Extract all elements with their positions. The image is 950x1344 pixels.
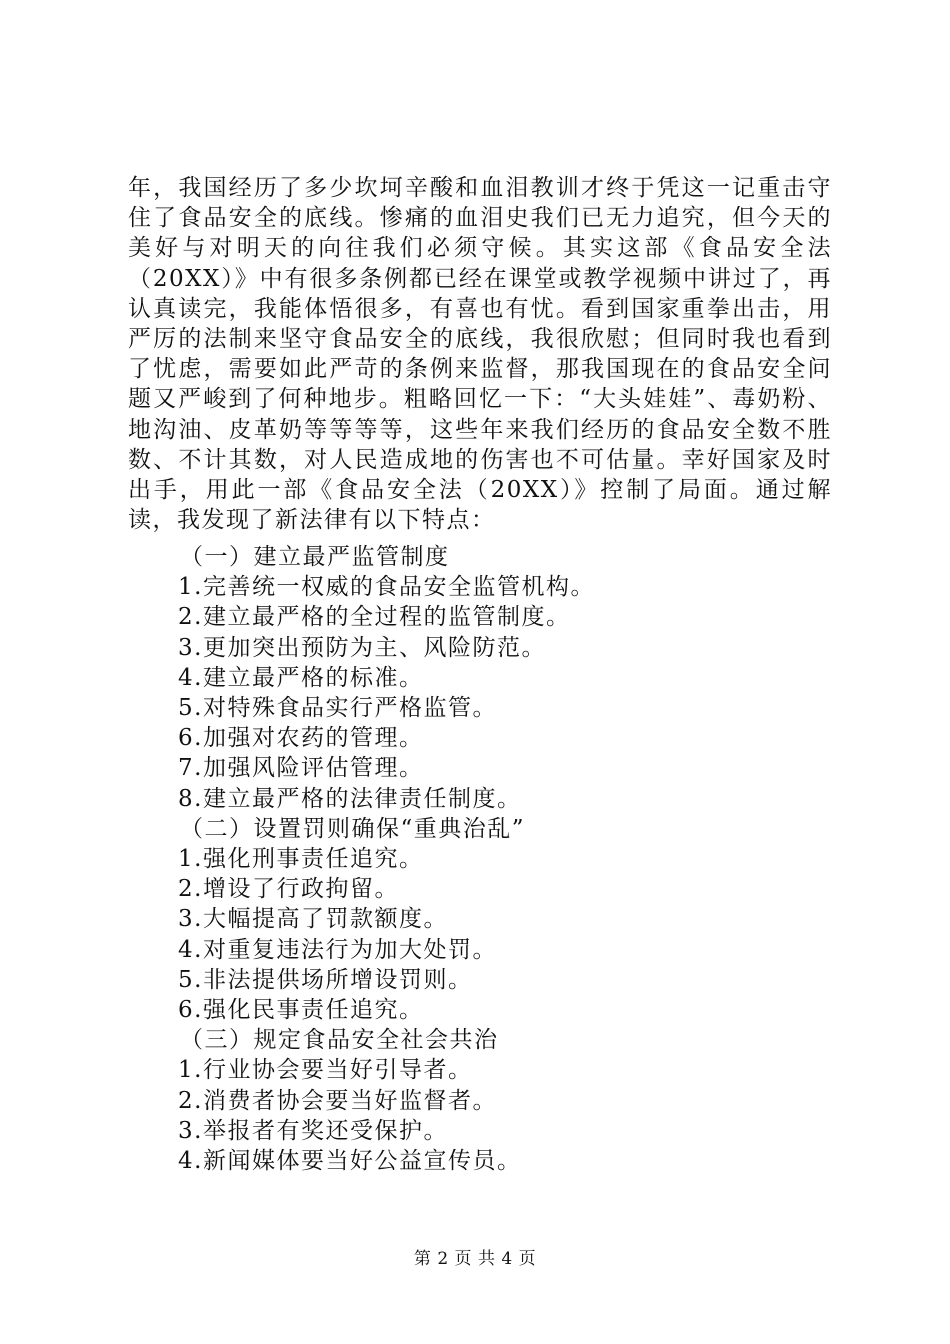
body-paragraph: 年，我国经历了多少坎坷辛酸和血泪教训才终于凭这一记重击守住了食品安全的底线。惨痛的血泪史我们已无力追究，但今天的美好与对明天的向往我们必须守候。其实这部《食品安全法（20XX）》中有很多条例都已经在课堂或教学视频中讲过了，再认真读完，我能体悟很多，有喜也有忧。看到国家重拳出击，用严厉的法制来坚守食品安全的底线，我很欣慰；但同时我也看到了忧虑，需要如此严苛的条例来监督，那我国现在的食品安全问题又严峻到了何种地步。粗略回忆一下：“大头娃娃”、毒奶粉、地沟油、皮革奶等等等等，这些年来我们经历的食品安全数不胜数、不计其数，对人民造成地的伤害也不可估量。幸好国家及时出手，用此一部《食品安全法（20XX）》控制了局面。通过解读，我发现了新法律有以下特点： [128, 175, 832, 534]
list-item: 3.举报者有奖还受保护。 [178, 1117, 448, 1144]
section-heading: （三）规定食品安全社会共治 [180, 1027, 499, 1054]
section-heading: （一）建立最严监管制度 [180, 544, 450, 570]
list-item: 3.更加突出预防为主、风险防范。 [178, 634, 546, 661]
section-1 [128, 542, 832, 814]
page-footer: 第 2 页 共 4 页 [413, 1249, 537, 1269]
section-heading: （二）设置罚则确保“重典治乱” [180, 815, 526, 842]
list-item: 2.增设了行政拘留。 [178, 876, 399, 903]
list-item: 3.大幅提高了罚款额度。 [178, 906, 448, 933]
list-item: 5.非法提供场所增设罚则。 [178, 966, 473, 993]
list-item: 1.完善统一权威的食品安全监管机构。 [178, 574, 595, 601]
list-item: 6.加强对农药的管理。 [178, 725, 424, 752]
list-item: 2.消费者协会要当好监督者。 [178, 1087, 497, 1114]
list-item: 4.对重复违法行为加大处罚。 [178, 936, 497, 963]
list-item: 8.建立最严格的法律责任制度。 [178, 785, 522, 812]
list-item: 1.强化刑事责任追究。 [178, 846, 424, 873]
list-item: 7.加强风险评估管理。 [178, 755, 424, 782]
list-item: 6.强化民事责任追究。 [178, 997, 424, 1024]
feature-list [128, 542, 832, 1176]
list-item: 4.新闻媒体要当好公益宣传员。 [178, 1148, 522, 1175]
section-3 [128, 1025, 832, 1176]
list-item: 5.对特殊食品实行严格监管。 [178, 695, 497, 722]
list-item: 4.建立最严格的标准。 [178, 664, 424, 691]
section-2 [128, 814, 832, 1025]
list-item: 1.行业协会要当好引导者。 [178, 1057, 473, 1084]
list-item: 2.建立最严格的全过程的监管制度。 [178, 604, 571, 631]
